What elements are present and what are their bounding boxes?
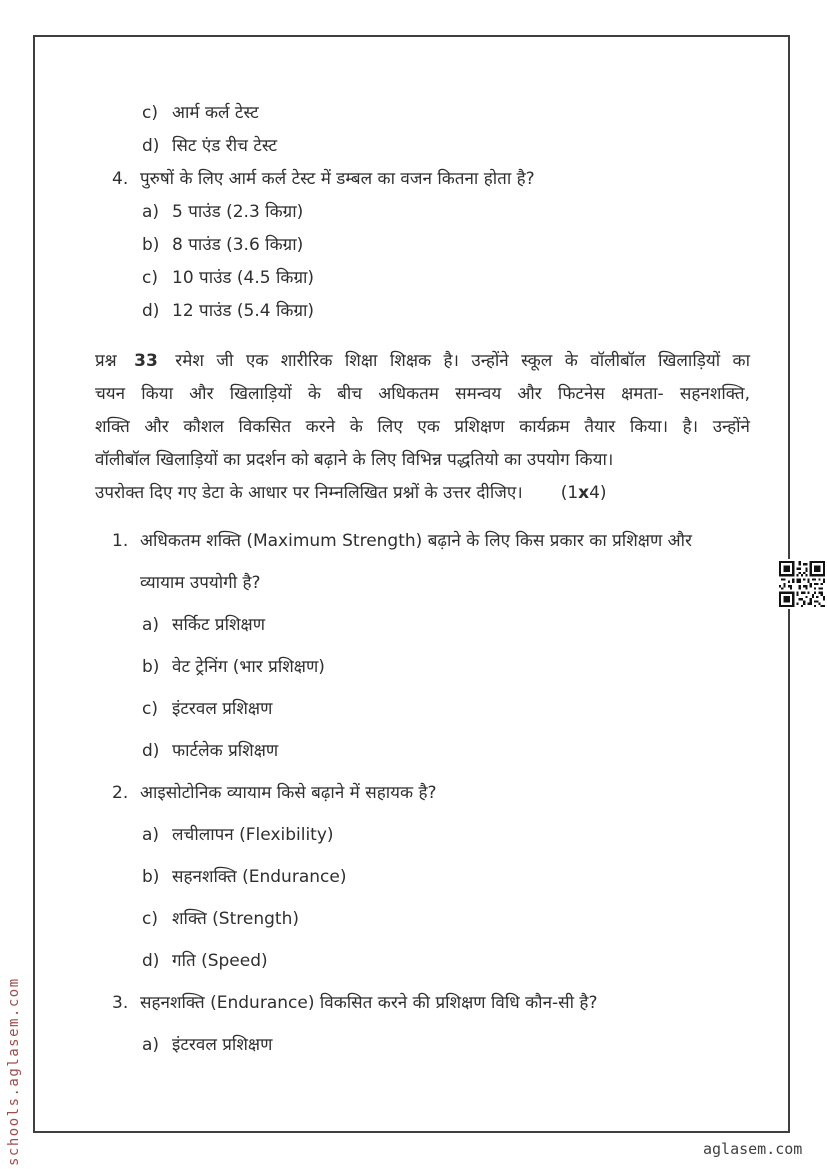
paragraph-line: चयन किया और खिलाड़ियों के बीच अधिकतम समन्वय और फिटनेस क्षमता- सहनशक्ति, bbox=[95, 384, 750, 404]
option-label: c) bbox=[142, 699, 158, 719]
option-row bbox=[142, 97, 755, 130]
question4-block bbox=[95, 97, 755, 328]
question33-subquestions bbox=[95, 520, 755, 1066]
option-label: d) bbox=[142, 951, 160, 971]
option-text: सहनशक्ति (Endurance) bbox=[172, 867, 347, 887]
option-row bbox=[142, 196, 755, 229]
option-label: d) bbox=[142, 136, 160, 156]
option-row bbox=[142, 262, 755, 295]
option-row bbox=[142, 229, 755, 262]
marks-badge bbox=[561, 477, 607, 510]
option-text: फार्टलेक प्रशिक्षण bbox=[172, 741, 279, 761]
question-text: पुरुषों के लिए आर्म कर्ल टेस्ट में डम्बल का वजन कितना होता है? bbox=[140, 169, 535, 189]
question-line: व्यायाम उपयोगी है? bbox=[140, 573, 261, 593]
option-text: वेट ट्रेनिंग (भार प्रशिक्षण) bbox=[172, 657, 325, 677]
marks-text: (1 bbox=[560, 483, 579, 503]
question-line: सहनशक्ति (Endurance) विकसित करने की प्रशिक्षण विधि कौन-सी है? bbox=[140, 993, 598, 1013]
option-text: 12 पाउंड (5.4 किग्रा) bbox=[172, 301, 315, 321]
option-row bbox=[142, 646, 755, 688]
sub-question-row bbox=[95, 772, 755, 814]
question33-number: 33 bbox=[134, 351, 158, 371]
question-text bbox=[140, 772, 755, 814]
question-line: आइसोटोनिक व्यायाम किसे बढ़ाने में सहायक है? bbox=[140, 783, 437, 803]
question-text bbox=[140, 982, 755, 1024]
option-label: b) bbox=[142, 867, 160, 887]
option-label: d) bbox=[142, 741, 160, 761]
option-text: सिट एंड रीच टेस्ट bbox=[172, 136, 278, 156]
option-label: c) bbox=[142, 268, 158, 288]
qr-code-icon bbox=[779, 561, 825, 607]
option-label: b) bbox=[142, 235, 160, 255]
question33-label: प्रश्न bbox=[95, 351, 117, 371]
option-text: इंटरवल प्रशिक्षण bbox=[172, 1035, 273, 1055]
option-row bbox=[142, 295, 755, 328]
option-text: शक्ति (Strength) bbox=[172, 909, 299, 929]
option-text: इंटरवल प्रशिक्षण bbox=[172, 699, 273, 719]
option-text: 8 पाउंड (3.6 किग्रा) bbox=[172, 235, 304, 255]
paragraph-text: रमेश जी एक शारीरिक शिक्षा शिक्षक है। उन्होंने स्कूल के वॉलीबॉल खिलाड़ियों का bbox=[175, 351, 750, 371]
option-text: सर्किट प्रशिक्षण bbox=[172, 615, 266, 635]
option-row bbox=[142, 688, 755, 730]
paragraph-line bbox=[95, 345, 750, 378]
marks-text: 4) bbox=[589, 483, 607, 503]
option-row bbox=[142, 130, 755, 163]
option-text: 5 पाउंड (2.3 किग्रा) bbox=[172, 202, 304, 222]
question-number: 2. bbox=[112, 783, 129, 803]
option-label: d) bbox=[142, 301, 160, 321]
paragraph-line: शक्ति और कौशल विकसित करने के लिए एक प्रशिक्षण कार्यक्रम तैयार किया। है। उन्होंने bbox=[95, 417, 750, 437]
option-label: c) bbox=[142, 103, 158, 123]
option-text: लचीलापन (Flexibility) bbox=[172, 825, 334, 845]
paragraph-text: उपरोक्त दिए गए डेटा के आधार पर निम्नलिखित प्रश्नों के उत्तर दीजिए। bbox=[95, 483, 523, 503]
option-row bbox=[142, 898, 755, 940]
marks-text: x bbox=[578, 483, 590, 503]
question-line: अधिकतम शक्ति (Maximum Strength) बढ़ाने के लिए किस प्रकार का प्रशिक्षण और bbox=[140, 531, 692, 551]
question-row bbox=[95, 163, 755, 196]
footer-brand: aglasem.com bbox=[703, 1140, 803, 1158]
watermark-left-vertical: schools.aglasem.com bbox=[6, 977, 22, 1166]
option-label: a) bbox=[142, 202, 160, 222]
option-row bbox=[142, 730, 755, 772]
option-row bbox=[142, 940, 755, 982]
sub-question-row bbox=[95, 982, 755, 1024]
qr-code bbox=[777, 559, 827, 609]
sub-question-row bbox=[95, 520, 755, 604]
question-text bbox=[140, 520, 755, 604]
option-label: b) bbox=[142, 657, 160, 677]
option-label: a) bbox=[142, 1035, 160, 1055]
question-number: 1. bbox=[112, 531, 129, 551]
option-text: आर्म कर्ल टेस्ट bbox=[172, 103, 259, 123]
paragraph-line: वॉलीबॉल खिलाड़ियों का प्रदर्शन को बढ़ाने के लिए विभिन्न पद्धतियो का उपयोग किया। bbox=[95, 450, 614, 470]
option-row bbox=[142, 604, 755, 646]
paragraph-line bbox=[95, 477, 750, 510]
question33-paragraph bbox=[95, 345, 750, 510]
option-text: गति (Speed) bbox=[172, 951, 268, 971]
option-label: c) bbox=[142, 909, 158, 929]
question-number: 4. bbox=[112, 169, 129, 189]
option-row bbox=[142, 856, 755, 898]
option-row bbox=[142, 1024, 755, 1066]
question-number: 3. bbox=[112, 993, 129, 1013]
option-row bbox=[142, 814, 755, 856]
option-text: 10 पाउंड (4.5 किग्रा) bbox=[172, 268, 315, 288]
option-label: a) bbox=[142, 615, 160, 635]
option-label: a) bbox=[142, 825, 160, 845]
